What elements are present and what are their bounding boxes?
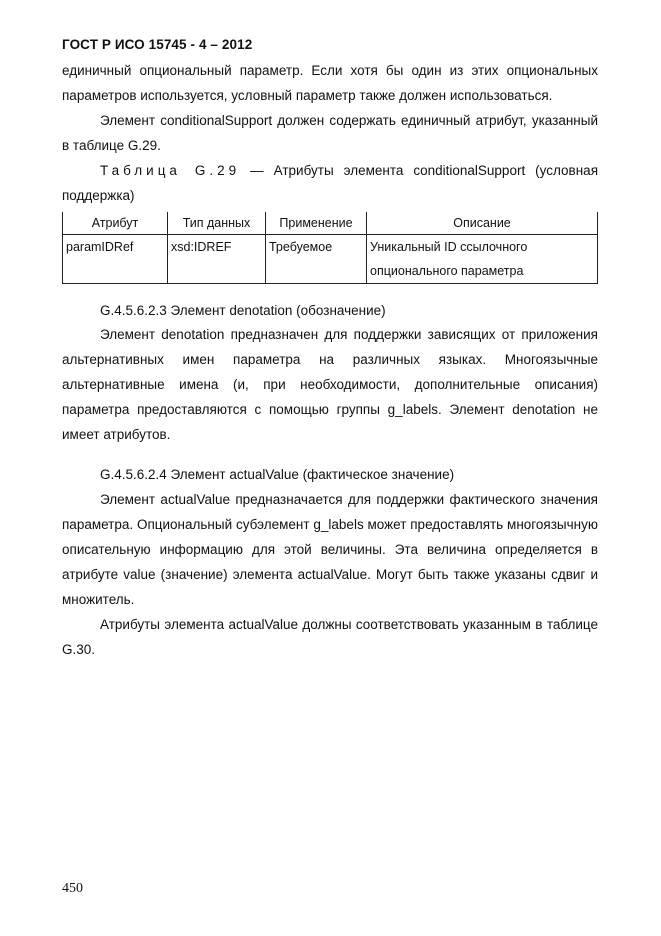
table-header-cell: Атрибут xyxy=(63,212,168,235)
table-header-cell: Описание xyxy=(367,212,598,235)
page-number: 450 xyxy=(62,881,83,896)
table-header-cell: Тип данных xyxy=(168,212,266,235)
table-cell: paramIDRef xyxy=(63,235,168,284)
attributes-table xyxy=(62,212,598,284)
document-header: ГОСТ Р ИСО 15745 - 4 – 2012 xyxy=(62,37,253,52)
table-caption xyxy=(62,158,598,208)
paragraph-actual-value: Элемент actualValue предназначается для поддержки фактического значения параметра. Опциональный субэлемент g_labels может предоставлять многоязычную описательную информацию для этой величины. Эта величина определяется в атрибуте value (значение) элемента actualValue. Могут быть также указаны сдвиг и множитель. xyxy=(62,492,598,607)
paragraph-attributes-reference: Атрибуты элемента actualValue должны соответствовать указанным в таблице G.30. xyxy=(62,617,598,657)
table-cell: Уникальный ID ссылочного опционального параметра xyxy=(367,235,598,284)
table-cell: Требуемое xyxy=(266,235,367,284)
paragraph-conditional-support: Элемент conditionalSupport должен содержать единичный атрибут, указанный в таблице G.29. xyxy=(62,113,598,153)
paragraph-denotation: Элемент denotation предназначен для поддержки зависящих от приложения альтернативных имен параметра на различных языках. Многоязычные альтернативные имена (и, при необходимости, дополнительные описания) параметра предоставляются с помощью группы g_labels. Элемент denotation не имеет атрибутов. xyxy=(62,327,598,442)
table-header-row xyxy=(63,212,598,235)
table-row xyxy=(63,235,598,284)
paragraph-continuation: единичный опциональный параметр. Если хотя бы один из этих опциональных параметров используется, условный параметр также должен использоваться. xyxy=(62,63,598,103)
table-cell: xsd:IDREF xyxy=(168,235,266,284)
section-heading-denotation: G.4.5.6.2.3 Элемент denotation (обозначение) xyxy=(100,303,386,318)
table-caption-label: Таблица G.29 xyxy=(100,163,241,178)
table-caption-text: — Атрибуты элемента conditionalSupport (условная поддержка) xyxy=(62,163,599,203)
table-header-cell: Применение xyxy=(266,212,367,235)
section-heading-actual-value: G.4.5.6.2.4 Элемент actualValue (фактическое значение) xyxy=(100,467,455,482)
